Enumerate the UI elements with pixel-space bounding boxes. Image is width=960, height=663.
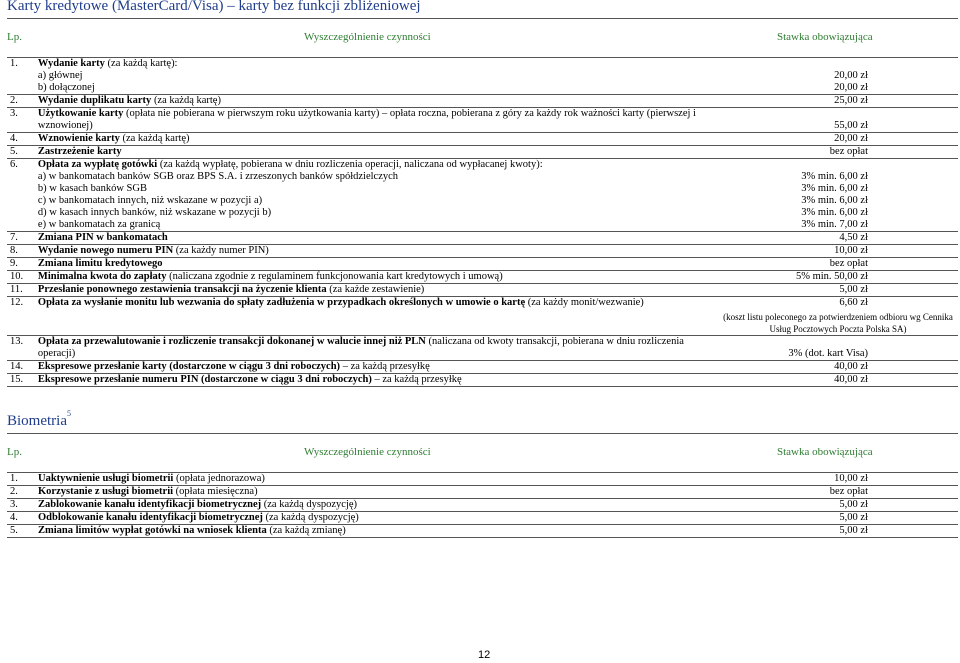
rate-value: 4,50 zł (839, 232, 868, 243)
row-rate (715, 361, 958, 374)
row-rate (715, 297, 958, 336)
row-rate: bez opłat (721, 486, 958, 499)
row-description (35, 486, 721, 499)
row-detail: (naliczana od kwoty transakcji, pobierana w dniu rozliczenia operacji) (37, 336, 684, 359)
row-number: 3. (7, 108, 35, 133)
row-description (35, 499, 721, 512)
rate-note: (koszt listu poleconego za potwierdzeniem odbioru wg Cennika Usług Pocztowych Poczta Polska SA) (723, 312, 953, 334)
row-description (35, 284, 715, 297)
row-number: 6. (7, 159, 35, 232)
rate-value: 20,00 zł (834, 82, 868, 93)
row-rate (715, 336, 958, 361)
header-description: Wyszczególnienie czynności (304, 31, 431, 43)
rate-value: bez opłat (829, 146, 868, 157)
header-rate: Stawka obowiązująca (777, 31, 873, 43)
row-detail: (za każdą dyspozycję) (262, 512, 359, 523)
row-detail: (za każdą kartę): (104, 58, 178, 69)
table-row (7, 525, 958, 538)
row-detail: (za każdą kartę) (151, 95, 221, 106)
row-rate (715, 159, 958, 232)
row-number: 10. (7, 271, 35, 284)
row-number: 3. (7, 499, 35, 512)
rate-value: 20,00 zł (834, 70, 868, 81)
page-number: 12 (478, 649, 491, 661)
row-detail: (naliczana zgodnie z regulaminem funkcjonowania kart kredytowych i umową) (166, 271, 503, 282)
row-title: Opłata za wysłanie monitu lub wezwania do spłaty zadłużenia w przypadkach określonych w umowie o kartę (37, 297, 526, 308)
row-rate (715, 146, 958, 159)
row-detail: (za każdą dyspozycję) (261, 499, 358, 510)
row-rate: 5,00 zł (721, 525, 958, 538)
section-title-biometrics (7, 409, 71, 430)
row-detail: (opłata nie pobierana w pierwszym roku użytkowania karty) – opłata roczna, pobierana z góry za każdy rok ważności karty (pierwszej i wznowionej) (37, 108, 696, 131)
row-title: Zmiana limitów wypłat gotówki na wniosek klienta (38, 525, 267, 536)
row-number: 5. (7, 146, 35, 159)
row-rate (715, 232, 958, 245)
row-number: 1. (7, 473, 35, 486)
row-number: 1. (7, 58, 35, 95)
table-row (7, 499, 958, 512)
rate-value: 3% min. 6,00 zł (801, 207, 868, 218)
row-rate (715, 258, 958, 271)
rate-value: 3% min. 6,00 zł (801, 195, 868, 206)
header-rate: Stawka obowiązująca (777, 446, 873, 458)
row-subitem: c) w bankomatach innych, niż wskazane w pozycji a) (37, 195, 263, 206)
row-number: 12. (7, 297, 35, 336)
table-row (7, 133, 958, 146)
row-title: Wznowienie karty (37, 133, 120, 144)
footnote-marker: 5 (67, 409, 71, 418)
row-number: 2. (7, 486, 35, 499)
table-row (7, 297, 958, 336)
row-number: 11. (7, 284, 35, 297)
table-row (7, 271, 958, 284)
row-number: 7. (7, 232, 35, 245)
row-description (35, 146, 715, 159)
row-description (35, 361, 715, 374)
row-title: Wydanie duplikatu karty (37, 95, 152, 106)
rate-value: 3% (dot. kart Visa) (788, 348, 868, 359)
row-description (35, 473, 721, 486)
row-detail: (za każdy numer PIN) (173, 245, 269, 256)
row-subitem: d) w kasach innych banków, niż wskazane w pozycji b) (37, 207, 272, 218)
row-detail: – za każdą przesyłkę (340, 361, 430, 372)
fee-table-credit-cards (7, 57, 958, 387)
fee-table-biometrics (7, 472, 958, 538)
rate-spacer (718, 336, 868, 348)
table-row (7, 374, 958, 387)
row-rate: 5,00 zł (721, 499, 958, 512)
table-header-credit-cards (7, 18, 958, 58)
row-description (35, 245, 715, 258)
row-description (35, 95, 715, 108)
table-row (7, 232, 958, 245)
row-description (35, 297, 715, 336)
row-title: Użytkowanie karty (37, 108, 124, 119)
table-row (7, 258, 958, 271)
rate-value: bez opłat (829, 258, 868, 269)
row-description (35, 58, 715, 95)
header-lp: Lp. (7, 31, 22, 43)
row-rate (715, 374, 958, 387)
row-subitem: a) głównej (37, 70, 83, 81)
rate-value: 3% min. 6,00 zł (801, 183, 868, 194)
row-title: Ekspresowe przesłanie karty (dostarczone w ciągu 3 dni roboczych) (37, 361, 341, 372)
row-rate (715, 284, 958, 297)
table-row (7, 58, 958, 95)
row-title: Zmiana PIN w bankomatach (37, 232, 168, 243)
row-rate (715, 245, 958, 258)
row-rate (715, 108, 958, 133)
row-subitem: e) w bankomatach za granicą (37, 219, 161, 230)
table-row (7, 95, 958, 108)
row-title: Przesłanie ponownego zestawienia transakcji na życzenie klienta (37, 284, 327, 295)
row-title: Opłata za wypłatę gotówki (37, 159, 158, 170)
row-detail: (za każdą kartę) (119, 133, 190, 144)
row-subitem: a) w bankomatach banków SGB oraz BPS S.A. i zrzeszonych banków spółdzielczych (37, 171, 399, 182)
rate-value: 40,00 zł (834, 374, 868, 385)
row-title: Zastrzeżenie karty (37, 146, 122, 157)
row-subitem: b) dołączonej (37, 82, 95, 93)
rate-value: 40,00 zł (834, 361, 868, 372)
row-detail: (opłata miesięczna) (173, 486, 258, 497)
table-row (7, 336, 958, 361)
biometrics-title-text: Biometria (7, 413, 67, 429)
rate-value: 3% min. 7,00 zł (801, 219, 868, 230)
row-description (35, 374, 715, 387)
rate-value: 55,00 zł (834, 120, 868, 131)
row-title: Minimalna kwota do zapłaty (37, 271, 167, 282)
rate-spacer (718, 159, 868, 171)
row-description (35, 232, 715, 245)
table-row (7, 361, 958, 374)
row-detail: (opłata jednorazowa) (173, 473, 265, 484)
row-title: Wydanie karty (37, 58, 105, 69)
table-row (7, 486, 958, 499)
rate-spacer (718, 108, 868, 120)
row-subitem: b) w kasach banków SGB (37, 183, 147, 194)
row-description (35, 271, 715, 284)
rate-spacer (718, 58, 868, 70)
row-number: 9. (7, 258, 35, 271)
row-rate: 5,00 zł (721, 512, 958, 525)
rate-value: 3% min. 6,00 zł (801, 171, 868, 182)
rate-value: 20,00 zł (834, 133, 868, 144)
row-detail: (za każdą wypłatę, pobierana w dniu rozliczenia operacji, naliczana od wypłacanej kwoty): (157, 159, 543, 170)
row-description (35, 108, 715, 133)
row-number: 15. (7, 374, 35, 387)
row-description (35, 512, 721, 525)
table-row (7, 245, 958, 258)
table-row (7, 473, 958, 486)
rate-value: 10,00 zł (834, 245, 868, 256)
row-number: 13. (7, 336, 35, 361)
row-rate (715, 58, 958, 95)
rate-value: 6,60 zł (839, 297, 868, 308)
row-detail: (za każdą zmianę) (266, 525, 346, 536)
rate-value: 5% min. 50,00 zł (795, 271, 868, 282)
row-title: Ekspresowe przesłanie numeru PIN (dostarczone w ciągu 3 dni roboczych) (37, 374, 372, 385)
row-number: 14. (7, 361, 35, 374)
table-row (7, 284, 958, 297)
row-title: Odblokowanie kanału identyfikacji biometrycznej (38, 512, 263, 523)
row-description (35, 133, 715, 146)
row-description (35, 159, 715, 232)
row-number: 5. (7, 525, 35, 538)
table-row (7, 146, 958, 159)
row-detail: – za każdą przesyłkę (371, 374, 462, 385)
table-row (7, 108, 958, 133)
row-title: Korzystanie z usługi biometrii (38, 486, 174, 497)
row-description (35, 258, 715, 271)
row-description (35, 336, 715, 361)
header-lp: Lp. (7, 446, 22, 458)
row-title: Opłata za przewalutowanie i rozliczenie transakcji dokonanej w walucie innej niż PLN (37, 336, 426, 347)
rate-value: 25,00 zł (834, 95, 868, 106)
row-rate (715, 95, 958, 108)
row-rate (715, 271, 958, 284)
row-number: 8. (7, 245, 35, 258)
row-number: 4. (7, 133, 35, 146)
row-title: Uaktywnienie usługi biometrii (38, 473, 174, 484)
row-number: 2. (7, 95, 35, 108)
row-rate: 10,00 zł (721, 473, 958, 486)
row-detail: (za każde zestawienie) (326, 284, 425, 295)
header-description: Wyszczególnienie czynności (304, 446, 431, 458)
row-number: 4. (7, 512, 35, 525)
table-row (7, 512, 958, 525)
row-title: Zmiana limitu kredytowego (37, 258, 163, 269)
row-description (35, 525, 721, 538)
rate-value: 5,00 zł (839, 284, 868, 295)
table-header-biometrics (7, 433, 958, 473)
row-title: Zablokowanie kanału identyfikacji biometrycznej (38, 499, 262, 510)
table-row (7, 159, 958, 232)
row-title: Wydanie nowego numeru PIN (37, 245, 174, 256)
section-title-credit-cards: Karty kredytowe (MasterCard/Visa) – karty bez funkcji zbliżeniowej (7, 0, 421, 14)
row-detail: (za każdy monit/wezwanie) (525, 297, 644, 308)
row-rate (715, 133, 958, 146)
